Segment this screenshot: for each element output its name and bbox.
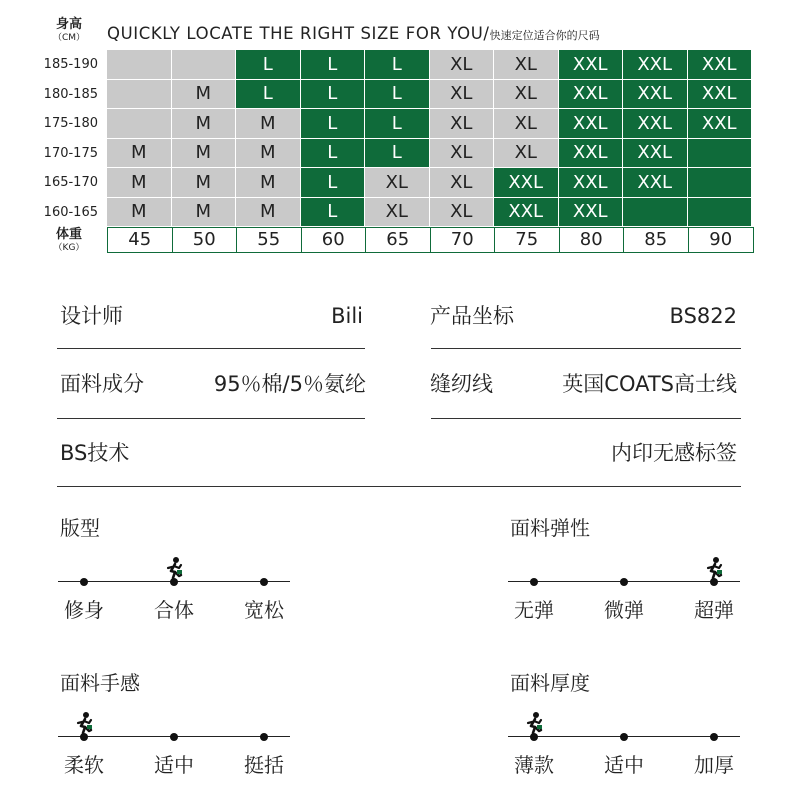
scale-option-label: 适中 [154,753,194,777]
scale-option-label: 微弹 [604,598,644,622]
coordinate-row [430,296,737,336]
divider [431,348,741,349]
size-cell: XXL [559,50,624,80]
elasticity-scale [508,512,740,627]
scale-title: 版型 [60,516,100,540]
divider [57,348,365,349]
size-cell: M [172,80,237,110]
divider [431,418,741,419]
runner-icon [524,711,544,735]
height-row-label: 165-170 [43,175,98,190]
chart-title-en: QUICKLY LOCATE THE RIGHT SIZE FOR YOU/ [107,24,490,43]
size-cell: XXL [688,50,753,80]
size-cell: XL [430,109,495,139]
height-unit: （CM） [52,33,86,43]
weight-row [107,227,754,253]
size-cell: XL [430,168,495,198]
size-cell: XXL [623,109,688,139]
size-cell: L [301,168,366,198]
size-cell: M [236,198,301,228]
size-row [107,139,752,169]
size-cell: M [107,139,172,169]
size-cell: L [301,198,366,228]
scale-dot [620,733,628,741]
height-row-label: 170-175 [43,145,98,161]
size-row [107,80,752,110]
tech-row [60,433,737,473]
size-cell: XL [430,80,495,110]
weight-axis-header [44,228,94,253]
size-cell [688,198,753,228]
size-cell: XXL [559,198,624,228]
scale-title: 面料弹性 [510,516,590,540]
coordinate-value: BS822 [669,304,737,328]
designer-row [60,296,363,336]
size-cell: L [365,139,430,169]
size-cell: M [172,109,237,139]
height-label: 身高 [55,17,82,32]
scale-option-label: 柔软 [64,753,104,777]
weight-cell: 75 [495,228,560,252]
scale-option-label: 适中 [604,753,644,777]
size-cell: XXL [688,109,753,139]
designer-label: 设计师 [60,304,123,328]
size-cell [688,139,753,169]
weight-label: 体重 [55,227,82,242]
weight-cell: 55 [237,228,302,252]
scale-option-label: 合体 [154,598,194,622]
hand-feel-scale [58,667,290,782]
scale-option-label: 宽松 [244,598,284,622]
size-cell [623,198,688,228]
weight-cell: 80 [560,228,625,252]
scale-dot [620,578,628,586]
size-cell [688,168,753,198]
size-cell: XXL [623,168,688,198]
size-cell: XXL [559,139,624,169]
size-cell: L [365,80,430,110]
runner-icon [74,711,94,735]
size-cell: XXL [559,80,624,110]
weight-unit: （KG） [53,243,85,253]
size-cell: L [236,80,301,110]
size-cell: XXL [623,50,688,80]
tech-value: 内印无感标签 [611,441,737,465]
size-cell: M [172,168,237,198]
size-cell: XL [494,139,559,169]
size-cell: M [107,198,172,228]
runner-icon [164,556,184,580]
weight-cell: 65 [366,228,431,252]
chart-title [107,24,600,43]
size-row [107,168,752,198]
size-cell: L [365,109,430,139]
divider [57,486,741,487]
size-cell: L [301,50,366,80]
scale-dot [170,733,178,741]
divider [57,418,365,419]
size-row [107,50,752,80]
size-cell: XL [430,139,495,169]
scale-dot [710,733,718,741]
size-cell: L [236,50,301,80]
scale-dot [530,578,538,586]
size-cell: XL [365,168,430,198]
size-row [107,109,752,139]
size-cell: L [301,109,366,139]
size-grid [107,50,752,227]
size-cell: M [236,109,301,139]
fabric-value: 95％棉/5％氨纶 [213,372,366,396]
size-cell [107,109,172,139]
fit-scale [58,512,290,627]
size-cell: L [301,80,366,110]
size-cell [107,50,172,80]
chart-title-cn: 快速定位适合你的尺码 [489,29,600,42]
scale-title: 面料厚度 [510,671,590,695]
scale-dot [260,578,268,586]
fabric-row [60,364,366,404]
weight-cell: 60 [302,228,367,252]
size-cell [107,80,172,110]
size-cell: XL [494,50,559,80]
size-cell: XXL [688,80,753,110]
size-cell: XXL [494,198,559,228]
size-cell: M [107,168,172,198]
fabric-label: 面料成分 [60,372,144,396]
weight-cell: 50 [173,228,238,252]
height-row-label: 160-165 [43,204,98,220]
size-cell: XXL [559,109,624,139]
scale-option-label: 挺括 [244,753,284,777]
size-cell: XXL [494,168,559,198]
height-row-label: 175-180 [43,116,98,131]
height-axis-header [44,18,94,43]
size-cell: M [236,168,301,198]
size-cell: XXL [623,80,688,110]
thread-value: 英国COATS高士线 [562,372,737,396]
weight-cell: 85 [624,228,689,252]
size-cell: L [301,139,366,169]
size-cell: XL [494,109,559,139]
size-cell: XXL [559,168,624,198]
weight-cell: 70 [431,228,496,252]
scale-dot [260,733,268,741]
size-cell [172,50,237,80]
runner-icon [704,556,724,580]
size-cell: XL [365,198,430,228]
scale-title: 面料手感 [60,671,140,695]
size-cell: L [365,50,430,80]
scale-option-label: 薄款 [514,753,554,777]
size-cell: M [236,139,301,169]
coordinate-label: 产品坐标 [430,304,514,328]
weight-cell: 45 [108,228,173,252]
scale-option-label: 修身 [64,598,104,622]
scale-option-label: 超弹 [694,598,734,622]
scale-option-label: 无弹 [514,598,554,622]
scale-dot [80,578,88,586]
thickness-scale [508,667,740,782]
tech-label: BS技术 [60,441,130,465]
size-chart [0,0,800,262]
height-row-labels [38,50,102,227]
height-row-label: 180-185 [43,86,98,102]
size-row [107,198,752,228]
designer-value: Bili [331,304,363,328]
size-cell: XXL [623,139,688,169]
size-cell: M [172,198,237,228]
size-cell: XL [430,198,495,228]
weight-cell: 90 [709,229,733,250]
size-cell: M [172,139,237,169]
scale-option-label: 加厚 [694,753,734,777]
size-cell: XL [430,50,495,80]
height-row-label: 185-190 [43,57,98,72]
size-cell: XL [494,80,559,110]
thread-row [430,364,737,404]
thread-label: 缝纫线 [430,372,493,396]
